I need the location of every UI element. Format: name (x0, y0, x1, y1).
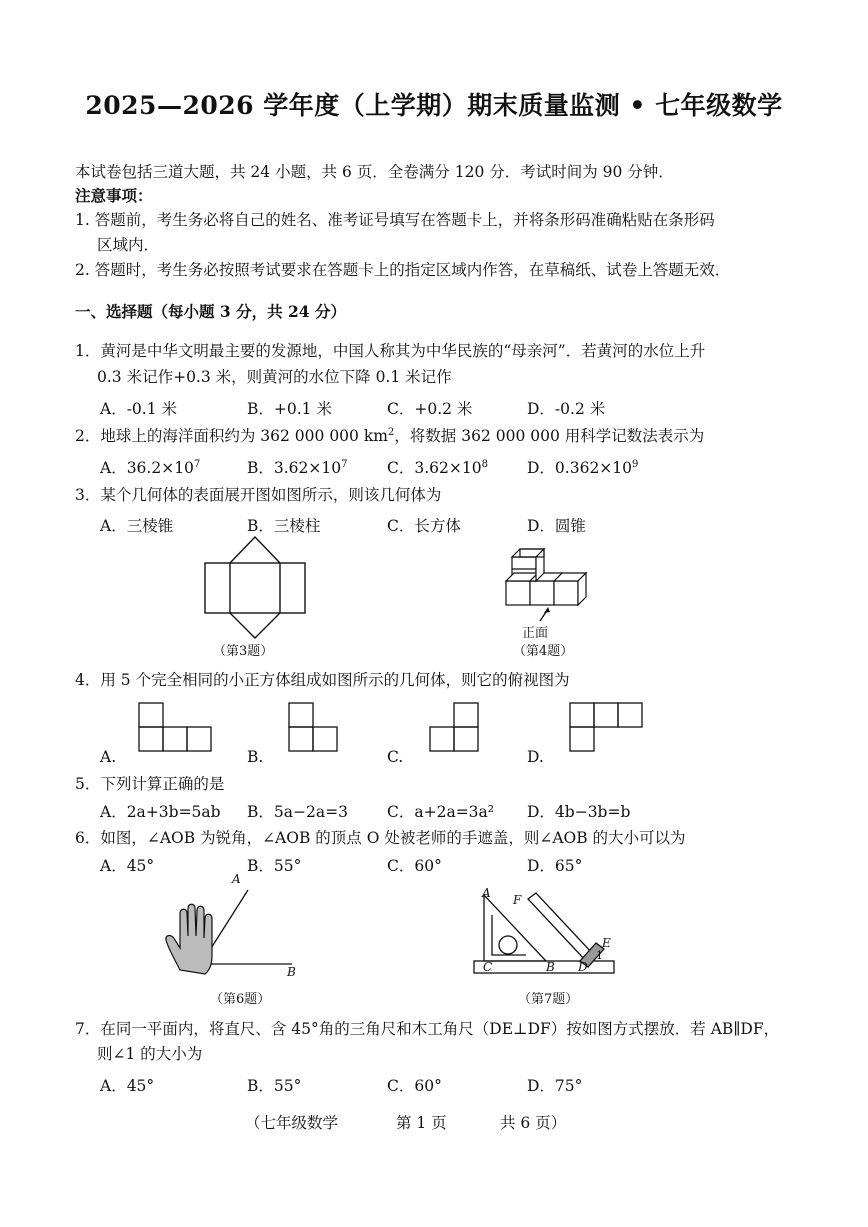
q2-option-a: A．$36.2\times 10^7$ (100, 458, 201, 477)
q4-option-c-figure (429, 702, 481, 752)
notice-2: 2. 答题时，考生务必按照考试要求在答题卡上的指定区域内作答，在草稿纸、试卷上答题无效． (75, 261, 731, 279)
q7-option-d: D．75° (527, 1077, 583, 1095)
intro-text: 本试卷包括三道大题，共 24 小题，共 6 页．全卷满分 120 分．考试时间为 90 分钟． (75, 163, 674, 181)
q2-option-d: D．$0.362\times 10^9$ (527, 458, 639, 477)
q6-text: 6．如图，∠AOB 为锐角，∠AOB 的顶点 O 处被老师的手遮盖，则∠AOB 的大小可以为 (75, 829, 686, 847)
fig3-caption: （第3题） (213, 644, 274, 659)
fig7-label-d: D (578, 960, 588, 974)
q4-option-b-figure (288, 702, 340, 752)
q4-option-b: B. (247, 748, 264, 766)
fig4-cube-stack (500, 543, 600, 633)
fig4-front-label: 正面 (522, 626, 549, 641)
q5-text: 5．下列计算正确的是 (75, 775, 225, 793)
q5-option-b: B．5a−2a=3 (247, 803, 348, 821)
q5-option-d: D．4b−3b=b (527, 803, 631, 821)
q4-option-a-figure (138, 702, 214, 752)
q1-line1: 1．黄河是中华文明最主要的发源地，中国人称其为中华民族的“母亲河”．若黄河的水位上升 (75, 342, 706, 360)
q4-option-a: A. (100, 748, 117, 766)
fig6-label-b: B (287, 965, 296, 979)
fig4-caption: （第4题） (513, 644, 574, 659)
footer-page: 第 1 页 (396, 1114, 447, 1132)
fig7-label-e: E (602, 936, 611, 950)
fig6-caption: （第6题） (210, 992, 271, 1007)
footer-subject: （七年级数学 (245, 1114, 339, 1132)
q1-option-b: B．+0.1 米 (247, 400, 332, 418)
q3-option-b: B．三棱柱 (247, 517, 321, 535)
q7-option-c: C．60° (387, 1077, 442, 1095)
notice-heading: 注意事项： (75, 186, 153, 205)
q1-option-c: C．+0.2 米 (387, 400, 473, 418)
q2-option-b: B．$3.62\times 10^7$ (247, 458, 348, 477)
q7-line2: 则∠1 的大小为 (97, 1045, 203, 1063)
q3-option-d: D．圆锥 (527, 517, 586, 535)
q6-option-d: D．65° (527, 857, 583, 875)
fig7-label-f: F (513, 893, 522, 907)
q7-line1: 7．在同一平面内，将直尺、含 45°角的三角尺和木工角尺（DE⊥DF）按如图方式摆放．若 AB∥DF， (75, 1020, 780, 1038)
fig7-label-a: A (482, 886, 491, 900)
notice-1: 1. 答题前，考生务必将自己的姓名、准考证号填写在答题卡上，并将条形码准确粘贴在条形码 (75, 211, 715, 229)
q3-option-c: C．长方体 (387, 517, 461, 535)
fig3-prism-net (200, 535, 310, 640)
q1-option-a: A．-0.1 米 (100, 400, 178, 418)
q6-option-c: C．60° (387, 857, 442, 875)
fig7-label-1: 1 (596, 949, 603, 962)
footer-total: 共 6 页） (500, 1114, 567, 1132)
q5-option-c: C．a+2a=3a² (387, 803, 494, 821)
q4-text: 4．用 5 个完全相同的小正方体组成如图所示的几何体，则它的俯视图为 (75, 671, 570, 689)
q5-option-a: A．2a+3b=5ab (100, 803, 221, 821)
q6-option-b: B．55° (247, 857, 302, 875)
fig7-caption: （第7题） (518, 992, 579, 1007)
q6-option-a: A．45° (100, 857, 155, 875)
q1-line2: 0.3 米记作+0.3 米，则黄河的水位下降 0.1 米记作 (97, 368, 452, 386)
q1-option-d: D．-0.2 米 (527, 400, 606, 418)
page-title: 2025—2026 学年度（上学期）期末质量监测 • 七年级数学 (85, 91, 783, 120)
q4-option-d-figure (569, 702, 645, 752)
section-heading: 一、选择题（每小题 3 分，共 24 分） (75, 302, 346, 321)
q3-text: 3．某个几何体的表面展开图如图所示，则该几何体为 (75, 486, 442, 504)
notice-1-cont: 区域内． (97, 236, 160, 254)
fig7-label-b: B (546, 960, 555, 974)
fig7-label-c: C (483, 960, 493, 974)
q4-option-d: D. (527, 748, 544, 766)
q2-text: 2．地球上的海洋面积约为 362 000 000 $km^2$，将数据 362 000 000 用科学记数法表示为 (75, 426, 705, 445)
fig6-label-a: A (232, 872, 241, 886)
q4-option-c: C. (387, 748, 404, 766)
q7-option-a: A．45° (100, 1077, 155, 1095)
q7-option-b: B．55° (247, 1077, 302, 1095)
q3-option-a: A．三棱锥 (100, 517, 174, 535)
q2-option-c: C．$3.62\times 10^8$ (387, 458, 488, 477)
